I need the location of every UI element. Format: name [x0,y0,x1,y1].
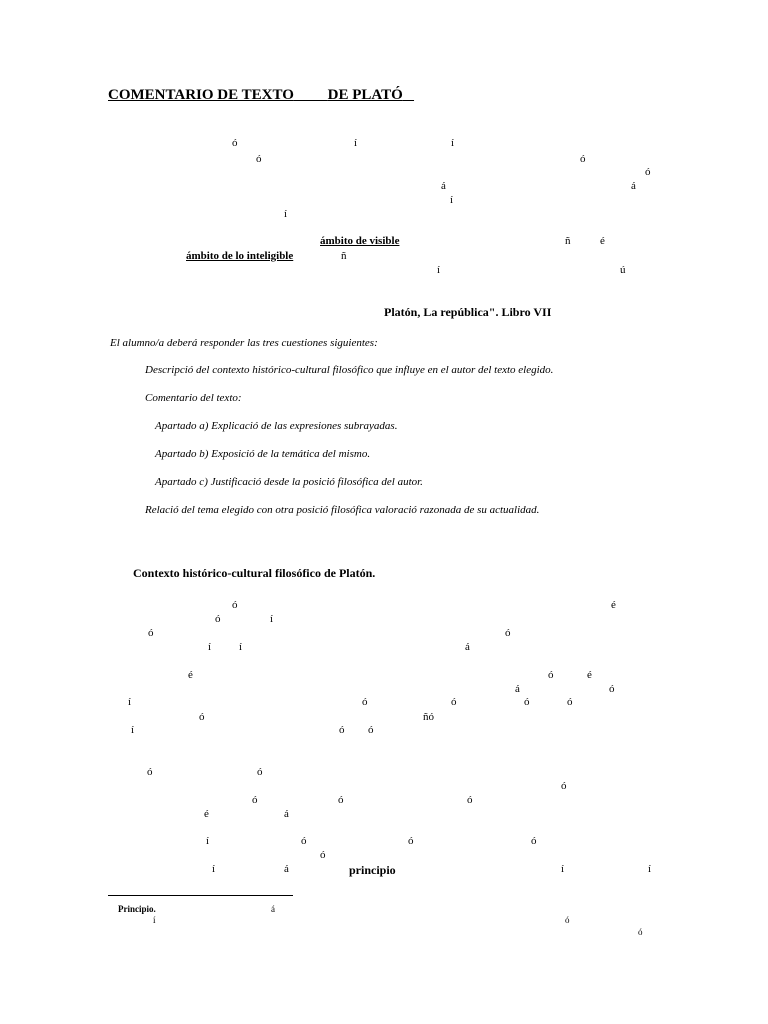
text-glyph: ó [609,683,615,695]
text-glyph: ó [524,696,530,708]
citation: Platón, La república". Libro VII [384,305,552,319]
text-glyph: ó [565,915,570,925]
text-glyph: ó [215,613,221,625]
text-glyph: ó [256,153,262,165]
text-glyph: á [284,808,289,820]
text-glyph: á [271,904,275,914]
text-glyph: á [284,863,289,875]
text-glyph: é [611,599,616,611]
text-glyph: á [465,641,470,653]
footnote-reference-word: principio [349,863,396,877]
text-glyph: í [128,696,132,708]
text-glyph: é [587,669,592,681]
question-2b: Apartado b) Exposició de la temática del mismo. [155,448,371,460]
text-glyph: á [515,683,520,695]
question-2c: Apartado c) Justificació desde la posició filosófica del autor. [155,476,423,488]
text-glyph: í [206,835,210,847]
text-glyph: ó [645,166,651,178]
instructions-intro: El alumno/a deberá responder las tres cuestiones siguientes: [110,337,378,349]
text-glyph: ó [561,780,567,792]
question-1: Descripció del contexto histórico-cultural filosófico que influye en el autor del texto elegido. [145,364,554,376]
text-glyph: ó [320,849,326,861]
underlined-expression-visible: ámbito de visible [320,235,400,247]
text-glyph: ó [505,627,511,639]
text-glyph: ó [252,794,258,806]
text-glyph: ó [339,724,345,736]
question-3: Relació del tema elegido con otra posició filosófica valoració razonada de su actualidad. [145,504,540,516]
text-glyph: ó [368,724,374,736]
text-glyph: í [354,137,358,149]
text-glyph: ó [567,696,573,708]
text-glyph: í [270,613,274,625]
underlined-expression-inteligible: ámbito de lo inteligible [186,250,294,262]
text-glyph: í [561,863,565,875]
text-glyph: ó [199,711,205,723]
footnote-label: Principio. [118,904,156,914]
text-glyph: é [188,669,193,681]
text-glyph: ó [257,766,263,778]
text-glyph: ó [548,669,554,681]
text-glyph: í [212,863,216,875]
text-glyph: ó [147,766,153,778]
question-2: Comentario del texto: [145,392,242,404]
text-glyph: ó [232,599,238,611]
text-glyph: ó [408,835,414,847]
text-glyph: ó [531,835,537,847]
text-glyph: é [600,235,605,247]
text-glyph: ó [362,696,368,708]
text-glyph: ó [451,696,457,708]
text-glyph: í [451,137,455,149]
footnote-separator [108,895,293,896]
text-glyph: ñ [565,235,571,247]
text-glyph: ó [148,627,154,639]
text-glyph: í [131,724,135,736]
text-glyph: á [631,180,636,192]
text-glyph: ó [638,927,643,937]
text-glyph: ñ [341,250,347,262]
text-glyph: ó [338,794,344,806]
text-glyph: í [208,641,212,653]
text-glyph: í [450,194,454,206]
text-glyph: ó [467,794,473,806]
text-glyph: ó [580,153,586,165]
document-title [108,88,414,103]
text-glyph: ú [620,264,626,276]
text-glyph: ó [301,835,307,847]
text-glyph: í [437,264,441,276]
text-glyph: í [153,915,156,925]
text-glyph: í [648,863,652,875]
text-glyph: ó [232,137,238,149]
text-glyph: á [441,180,446,192]
section-heading: Contexto histórico-cultural filosófico de Platón. [133,566,376,580]
text-glyph: í [284,208,288,220]
text-glyph: é [204,808,209,820]
text-glyph: ñó [423,711,434,723]
question-2a: Apartado a) Explicació de las expresiones subrayadas. [155,420,398,432]
title-part-2: DE PLATÓ [327,87,403,103]
text-glyph: í [239,641,243,653]
title-part-1: COMENTARIO DE TEXTO [108,87,294,103]
